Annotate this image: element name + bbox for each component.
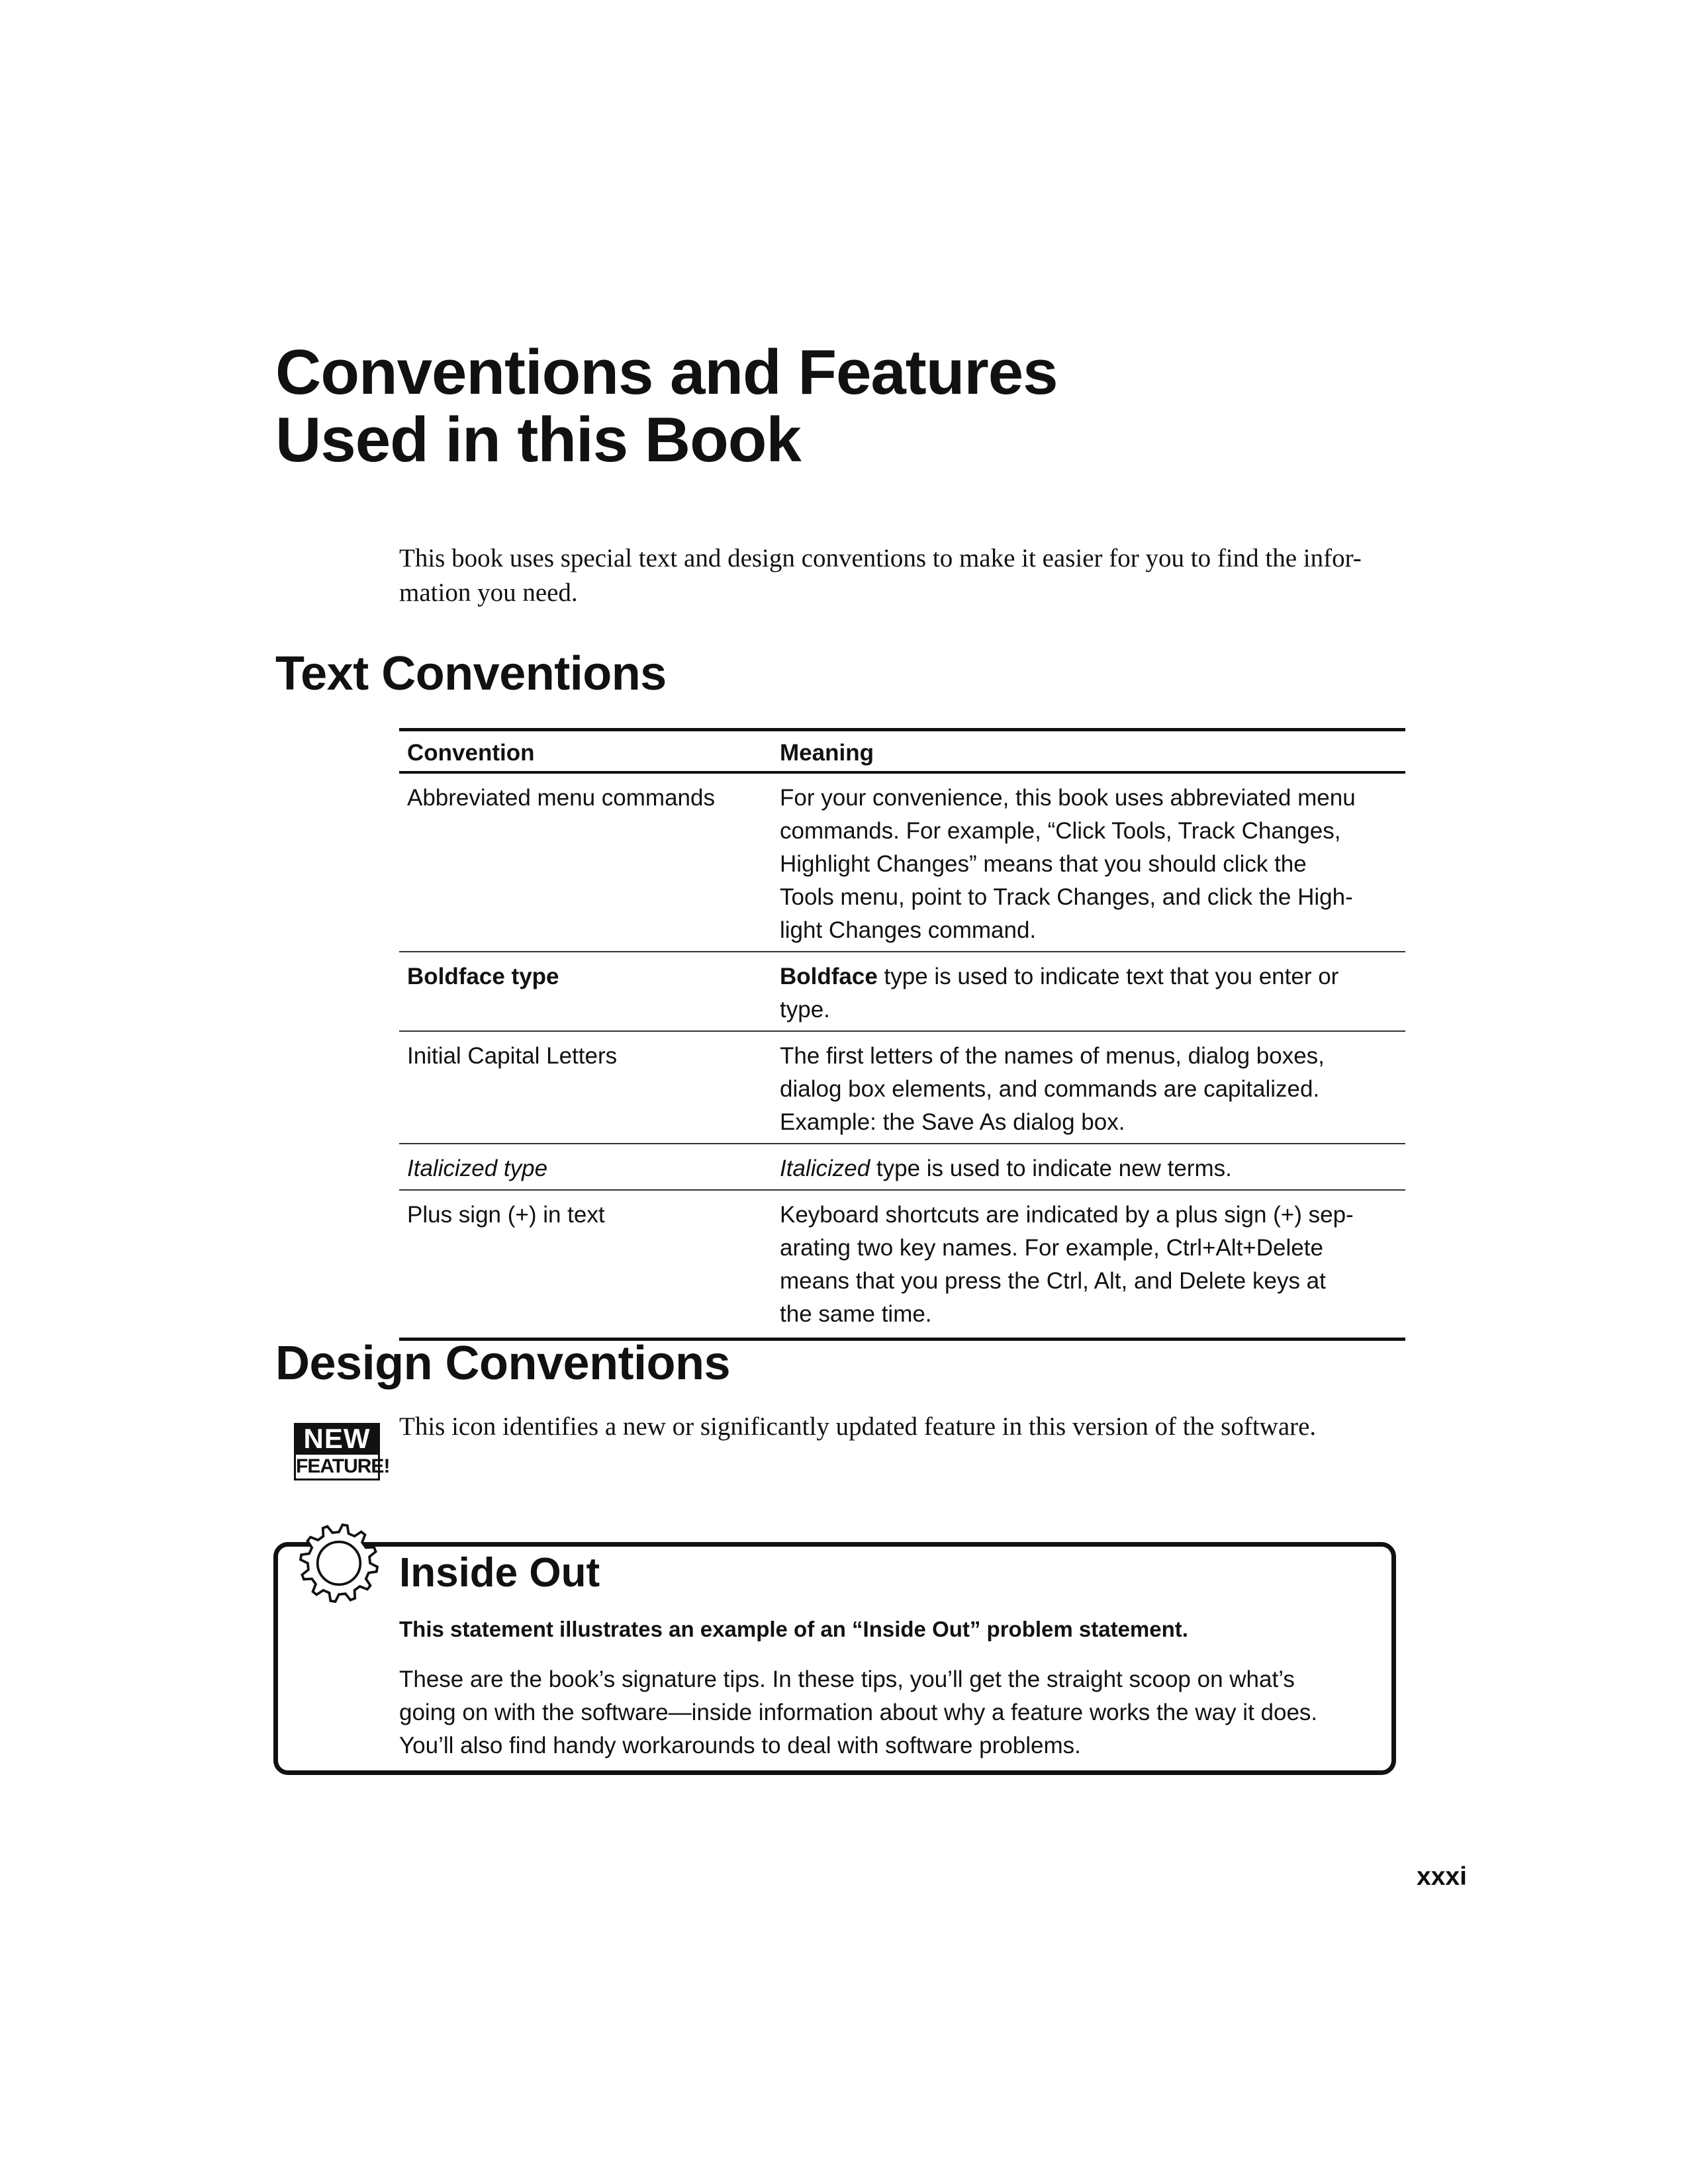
meaning-line: commands. For example, “Click Tools, Track Changes, (780, 818, 1341, 844)
conventions-table (399, 728, 1405, 1341)
convention-cell: Plus sign (+) in text (407, 1202, 605, 1228)
gear-icon (298, 1522, 380, 1604)
meaning-line: Tools menu, point to Track Changes, and click the High- (780, 884, 1353, 910)
meaning-line: dialog box elements, and commands are capitalized. (780, 1076, 1320, 1102)
meaning-line: arating two key names. For example, Ctrl+Alt+Delete (780, 1235, 1323, 1261)
meaning-line: type is used to indicate text that you enter or (877, 964, 1339, 989)
table-row (399, 1190, 1405, 1340)
inside-out-statement: This statement illustrates an example of an “Inside Out” problem statement. (399, 1617, 1188, 1641)
meaning-line: Highlight Changes” means that you should click the (780, 851, 1307, 877)
convention-cell: Initial Capital Letters (399, 1031, 772, 1144)
convention-cell: Italicized type (399, 1144, 772, 1190)
column-header-convention: Convention (399, 730, 772, 773)
meaning-line: Keyboard shortcuts are indicated by a plus sign (+) sep- (780, 1202, 1354, 1228)
meaning-line: means that you press the Ctrl, Alt, and Delete keys at (780, 1268, 1326, 1294)
new-feature-description: This icon identifies a new or significantly updated feature in this version of the software. (399, 1412, 1317, 1441)
new-feature-badge-bottom: FEATURE! (294, 1455, 380, 1480)
meaning-line: Example: the Save As dialog box. (780, 1109, 1125, 1135)
table-row (399, 952, 1405, 1031)
meaning-cell (772, 952, 1405, 1031)
intro-paragraph (399, 541, 1405, 610)
page-title-line-1: Conventions and Features (275, 337, 1058, 408)
inside-out-body-line: These are the book’s signature tips. In these tips, you’ll get the straight scoop on what’s (399, 1666, 1295, 1692)
intro-line-2: mation you need. (399, 578, 578, 607)
meaning-line: For your convenience, this book uses abbreviated menu (780, 785, 1356, 811)
inside-out-title: Inside Out (399, 1550, 600, 1596)
table-header-row (399, 730, 1405, 773)
page-number: xxxi (1417, 1862, 1467, 1891)
table-row (399, 1144, 1405, 1190)
new-feature-icon (294, 1423, 390, 1479)
inside-out-body (399, 1663, 1379, 1762)
meaning-line: light Changes command. (780, 917, 1037, 943)
meaning-cell (772, 1190, 1405, 1340)
meaning-line: type is used to indicate new terms. (870, 1156, 1232, 1181)
inside-out-body-line: going on with the software—inside information about why a feature works the way it does. (399, 1700, 1318, 1725)
design-conventions-heading: Design Conventions (275, 1337, 731, 1390)
meaning-line: The first letters of the names of menus, dialog boxes, (780, 1043, 1325, 1069)
meaning-emphasis: Italicized (780, 1156, 870, 1181)
inside-out-body-line: You’ll also find handy workarounds to deal with software problems. (399, 1733, 1081, 1758)
table-row (399, 1031, 1405, 1144)
meaning-cell (772, 1031, 1405, 1144)
meaning-emphasis: Boldface (780, 964, 878, 989)
meaning-line: type. (780, 997, 830, 1023)
table-row (399, 772, 1405, 952)
column-header-meaning: Meaning (772, 730, 1405, 773)
page-title-line-2: Used in this Book (275, 404, 801, 475)
new-feature-badge-top: NEW (294, 1423, 380, 1455)
intro-line-1: This book uses special text and design conventions to make it easier for you to find the infor- (399, 544, 1362, 572)
text-conventions-heading: Text Conventions (275, 647, 667, 700)
meaning-cell (772, 772, 1405, 952)
convention-cell: Abbreviated menu commands (399, 772, 772, 952)
meaning-cell (772, 1144, 1405, 1190)
convention-cell: Boldface type (399, 952, 772, 1031)
meaning-line: the same time. (780, 1301, 932, 1327)
page-title (275, 339, 1467, 474)
